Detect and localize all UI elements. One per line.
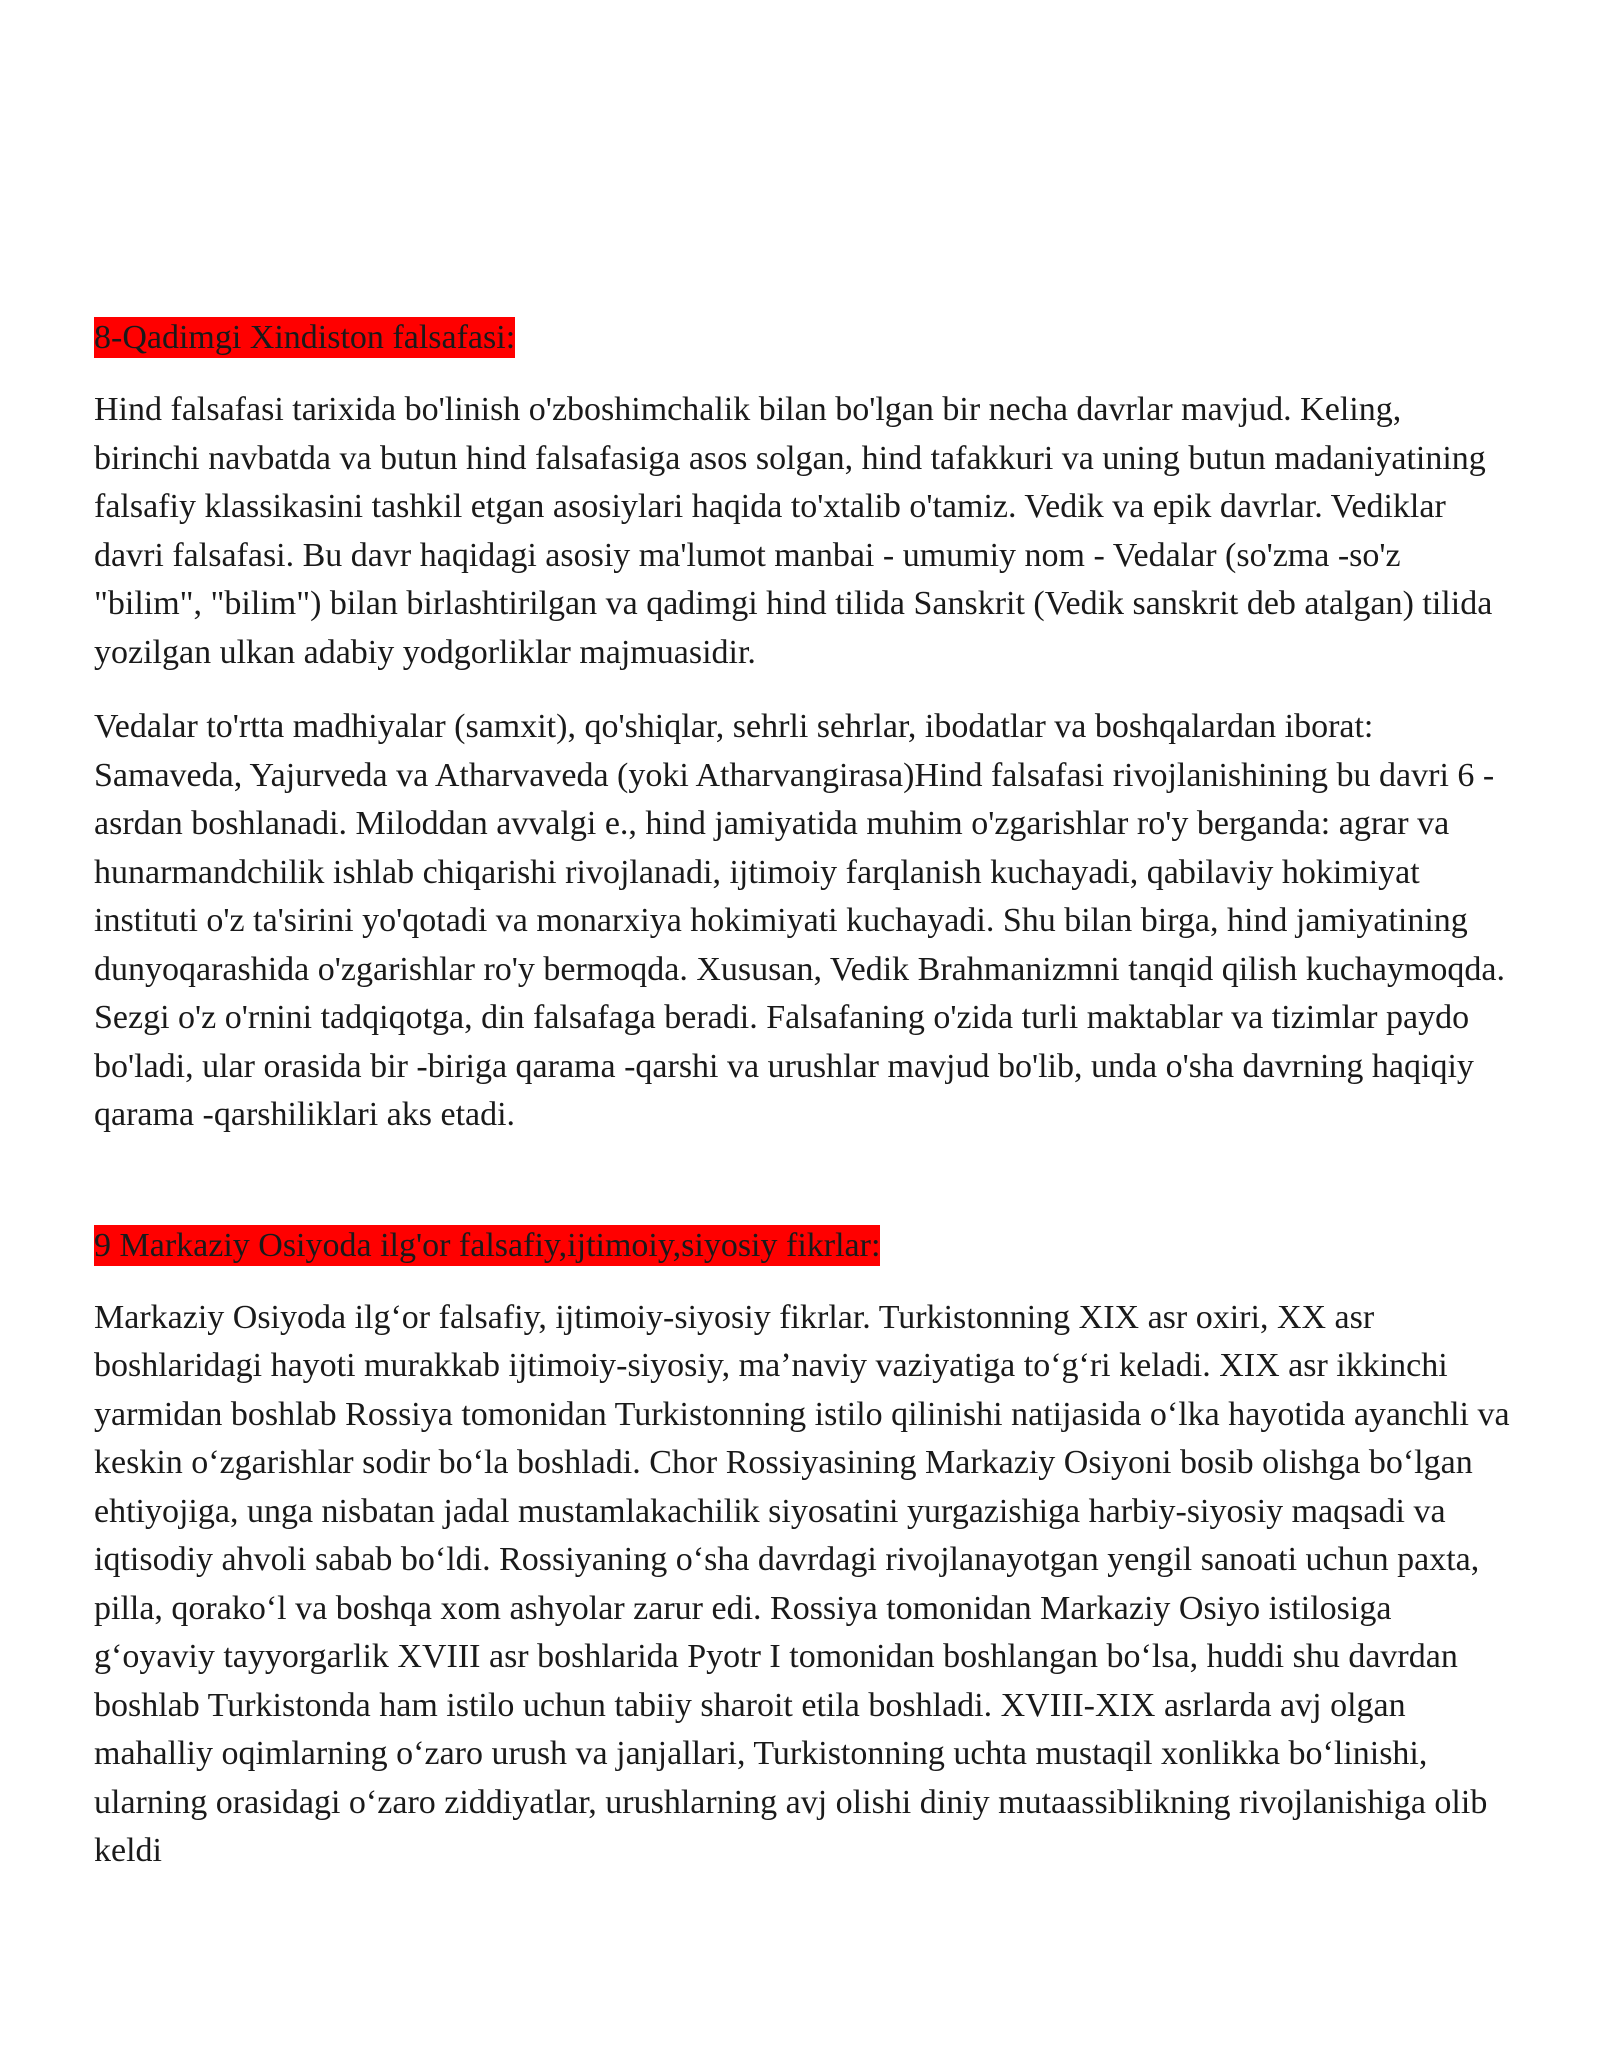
paragraph-9-1: Markaziy Osiyoda ilgʻor falsafiy, ijtimoiy-siyosiy fikrlar. Turkistonning XIX asr oxiri, XX asr boshlaridagi hayoti murakkab ijtimoiy-siyosiy, maʼnaviy vaziyatiga toʻgʻri keladi. XIX asr ikkinchi yarmidan boshlab Rossiya tomonidan Turkistonning istilo qilinishi natijasida oʻlka hayotida ayanchli va keskin oʻzgarishlar sodir boʻla boshladi. Chor Rossiyasining Markaziy Osiyoni bosib olishga boʻlgan ehtiyojiga, unga nisbatan jadal mustamlakachilik siyosatini yurgazishiga harbiy-siyosiy maqsadi va iqtisodiy ahvoli sabab boʻldi. Rossiyaning oʻsha davrdagi rivojlanayotgan yengil sanoati uchun paxta, pilla, qorakoʻl va boshqa xom ashyolar zarur edi. Rossiya tomonidan Markaziy Osiyo istilosiga gʻoyaviy tayyorgarlik XVIII asr boshlarida Pyotr I tomonidan boshlangan boʻlsa, huddi shu davrdan boshlab Turkistonda ham istilo uchun tabiiy sharoit etila boshladi. XVIII-XIX asrlarda avj olgan mahalliy oqimlarning oʻzaro urush va janjallari, Turkistonning uchta mustaqil xonlikka boʻlinishi, ularning orasidagi oʻzaro ziddiyatlar, urushlarning avj olishi diniy mutaassiblikning rivojlanishiga olib keldi — [94, 1298, 1510, 1869]
section-heading-8-wrap — [94, 316, 1514, 360]
section-heading-9: 9 Markaziy Osiyoda ilg'or falsafiy,ijtimoiy,siyosiy fikrlar: — [94, 1226, 881, 1264]
section-heading-9-wrap — [94, 1224, 1514, 1268]
paragraph-8-2: Vedalar to'rtta madhiyalar (samxit), qo'shiqlar, sehrli sehrlar, ibodatlar va boshqalardan iborat: Samaveda, Yajurveda va Atharvaveda (yoki Atharvangirasa)Hind falsafasi rivojlanishining bu davri 6 -asrdan boshlanadi. Miloddan avvalgi e., hind jamiyatida muhim o'zgarishlar ro'y berganda: agrar va hunarmandchilik ishlab chiqarishi rivojlanadi, ijtimoiy farqlanish kuchayadi, qabilaviy hokimiyat instituti o'z ta'sirini yo'qotadi va monarxiya hokimiyati kuchayadi. Shu bilan birga, hind jamiyatining dunyoqarashida o'zgarishlar ro'y bermoqda. Xususan, Vedik Brahmanizmni tanqid qilish kuchaymoqda. Sezgi o'z o'rnini tadqiqotga, din falsafaga beradi. Falsafaning o'zida turli maktablar va tizimlar paydo bo'ladi, ular orasida bir -biriga qarama -qarshi va urushlar mavjud bo'lib, unda o'sha davrning haqiqiy qarama -qarshiliklari aks etadi. — [94, 708, 1505, 1133]
paragraph-8-1: Hind falsafasi tarixida bo'linish o'zboshimchalik bilan bo'lgan bir necha davrlar mavjud. Keling, birinchi navbatda va butun hind falsafasiga asos solgan, hind tafakkuri va uning butun madaniyatining falsafiy klassikasini tashkil etgan asosiylari haqida to'xtalib o'tamiz. Vedik va epik davrlar. Vediklar davri falsafasi. Bu davr haqidagi asosiy ma'lumot manbai - umumiy nom - Vedalar (so'zma -so'z "bilim", "bilim") bilan birlashtirilgan va qadimgi hind tilida Sanskrit (Vedik sanskrit deb atalgan) tilida yozilgan ulkan adabiy yodgorliklar majmuasidir. — [94, 391, 1493, 671]
section-heading-8: 8-Qadimgi Xindiston falsafasi: — [94, 319, 516, 356]
section-spacer — [94, 1166, 1514, 1224]
document-page — [94, 316, 1514, 1902]
